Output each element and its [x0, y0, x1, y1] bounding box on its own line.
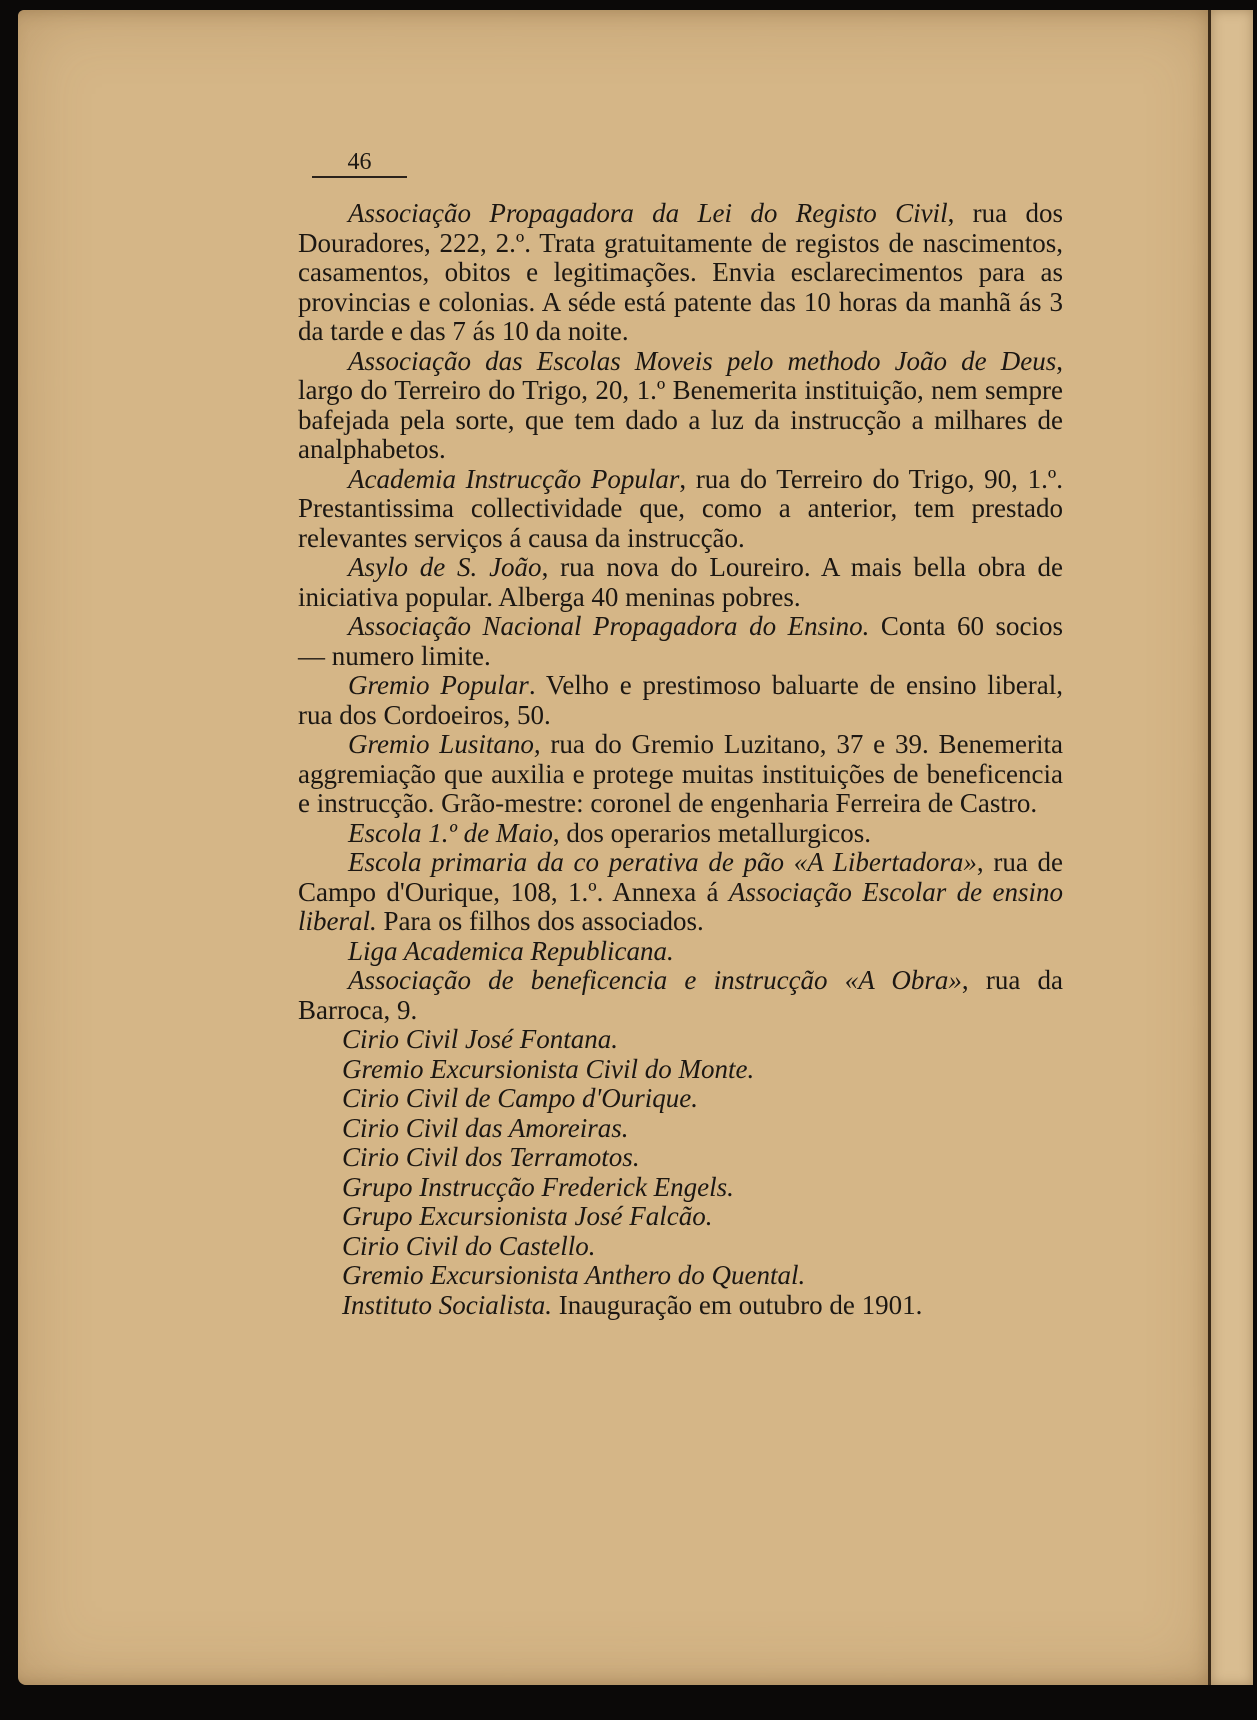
entry-name: Escola 1.º de Maio: [348, 817, 553, 848]
list-item: Gremio Excursionista Anthero do Quental.: [342, 1260, 806, 1290]
entry-name: Gremio Lusitano,: [348, 729, 541, 759]
entry-associacao-nacional: [298, 612, 1063, 671]
list-item: Gremio Excursionista Civil do Monte.: [342, 1053, 755, 1084]
list-item: Grupo Excursionista José Falcão.: [342, 1201, 713, 1231]
entry-text: , rua dos Douradores, 222, 2.º. Trata gratuitamente de registos de nascimentos, casamentos, obitos e legitimações. Envia esclarecimentos para as provincias e colonias. A séde está patente das 10 horas da manhã ás 3 da tarde e das 7 ás 10 da noite.: [298, 198, 1064, 346]
entry-name: Liga Academica Republicana.: [348, 935, 674, 966]
entry-name: Escola primaria da co perativa de pão «A Libertadora»: [348, 847, 977, 877]
entry-name: Asylo de S. João: [348, 552, 542, 582]
entry-name: Gremio Popular: [348, 670, 529, 700]
entry-name: Associação das Escolas Moveis pelo methodo João de Deus: [348, 345, 1057, 376]
entry-name: Associação de beneficencia e instrucção «A Obra»: [348, 965, 962, 995]
entry-text: , rua da Barroca, 9.: [298, 965, 1063, 1025]
entry-name: Associação Propagadora da Lei do Registo Civil: [348, 198, 948, 228]
entry-instituto-socialista: [298, 1291, 1063, 1321]
page-number: 46: [312, 148, 407, 178]
entry-libertadora: [298, 848, 1063, 937]
entry-academia: [298, 465, 1063, 554]
entry-escola-1-maio: [298, 819, 1063, 849]
entry-text: rua do Gremio Luzitano, 37 e 39. Benemerita aggremiação que auxilia e protege muitas instituições de beneficencia e instrucção. Grão-mestre: coronel de engenharia Ferreira de Castro.: [298, 729, 1064, 818]
entry-gremio-popular: [298, 671, 1063, 730]
entry-text: . Velho e prestimoso baluarte de ensino liberal, rua dos Cordoeiros, 50.: [298, 670, 1063, 730]
entry-text: , rua nova do Loureiro. A mais bella obra de iniciativa popular. Alberga 40 meninas pobres.: [298, 552, 1063, 612]
entry-name: Associação Nacional Propagadora do Ensino.: [348, 611, 870, 641]
entry-asylo: [298, 553, 1063, 612]
entry-name: Academia Instrucção Popular: [348, 463, 680, 494]
entry-text: Conta 60 socios — numero limite.: [298, 611, 1063, 671]
entry-name-2: Associação Escolar de ensino liberal.: [298, 876, 1063, 936]
list-item: Cirio Civil de Campo d'Ourique.: [342, 1083, 699, 1113]
entry-text: , rua do Terreiro do Trigo, 90, 1.º. Prestantissima collectividade que, como a anterior, tem prestado relevantes serviços á causa da instrucção.: [298, 463, 1064, 553]
list-item: Cirio Civil José Fontana.: [342, 1024, 618, 1054]
entry-text: , largo do Terreiro do Trigo, 20, 1.º Benemerita instituição, nem sempre bafejada pela sorte, que tem dado a luz da instrucção a milhares de analphabetos.: [298, 345, 1063, 464]
list-item: Cirio Civil das Amoreiras.: [342, 1112, 629, 1143]
entry-text-2: Para os filhos dos associados.: [376, 906, 704, 936]
entry-text: , dos operarios metallurgicos.: [552, 817, 872, 848]
entry-text: , rua de Campo d'Ourique, 108, 1.º. Annexa á: [298, 847, 1063, 907]
entry-liga-academica: [298, 937, 1063, 967]
list-item: Grupo Instrucção Frederick Engels.: [342, 1171, 734, 1202]
entry-name: Instituto Socialista.: [342, 1289, 553, 1320]
entry-registo-civil: [298, 199, 1063, 347]
book-spine-edge: [1208, 10, 1253, 1685]
list-item: Cirio Civil dos Terramotos.: [342, 1142, 640, 1172]
list-item: Cirio Civil do Castello.: [342, 1230, 596, 1261]
entry-gremio-lusitano: [298, 730, 1063, 819]
entry-a-obra: [298, 966, 1063, 1025]
body-text: [298, 199, 1063, 1320]
entry-escolas-moveis: [298, 347, 1063, 465]
entry-text: Inauguração em outubro de 1901.: [552, 1289, 923, 1320]
